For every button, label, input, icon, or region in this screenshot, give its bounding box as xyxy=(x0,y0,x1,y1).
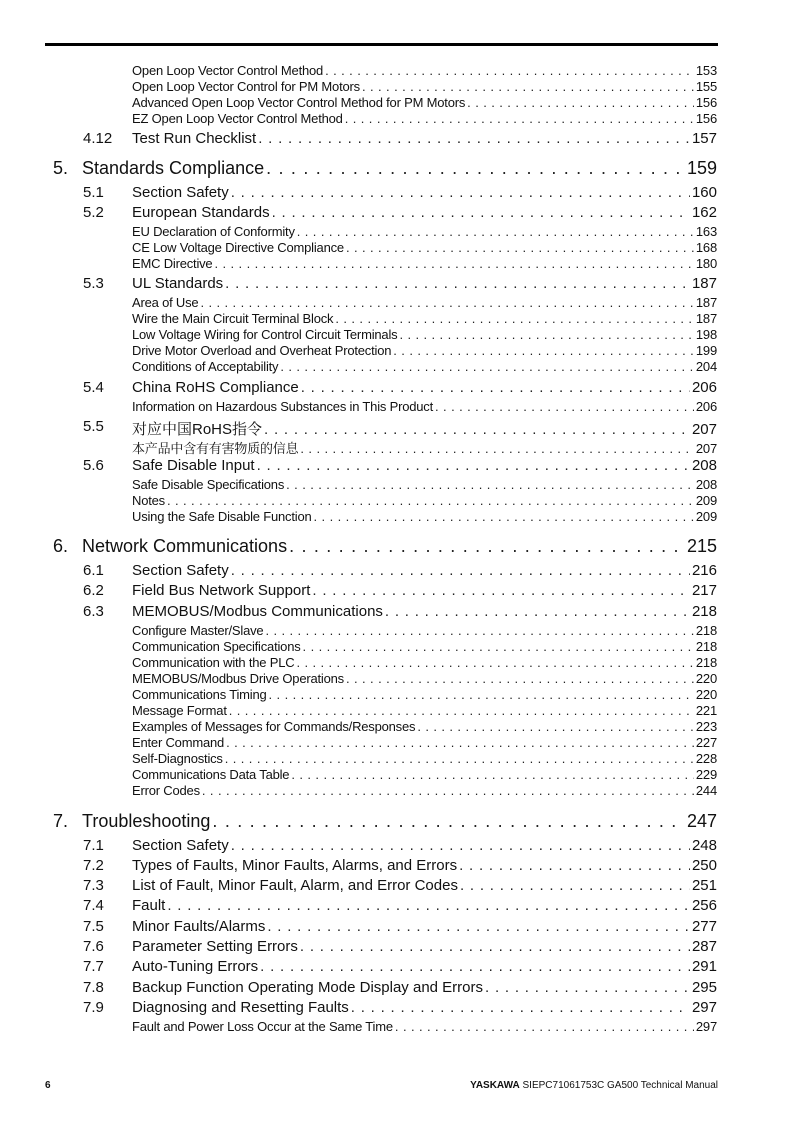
toc-dot-leader xyxy=(314,509,694,524)
toc-entry-page: 228 xyxy=(695,751,717,766)
toc-entry-title: Message Format xyxy=(132,703,227,718)
toc-entry-page: 256 xyxy=(691,897,717,914)
toc-entry-number: 7.7 xyxy=(83,958,104,975)
toc-entry-page: 187 xyxy=(691,275,717,292)
toc-entry-link[interactable] xyxy=(132,687,717,702)
toc-entry-page: 155 xyxy=(695,79,717,94)
toc-entry-title: European Standards xyxy=(132,204,270,221)
toc-dot-leader xyxy=(280,359,694,374)
toc-entry-link[interactable] xyxy=(132,639,717,654)
toc-entry-title: Types of Faults, Minor Faults, Alarms, and Errors xyxy=(132,857,458,874)
toc-entry-title: Using the Safe Disable Function xyxy=(132,509,312,524)
footer-page-number: 6 xyxy=(45,1080,51,1091)
toc-entry-title: Open Loop Vector Control Method xyxy=(132,63,324,78)
toc-entry-link[interactable] xyxy=(132,877,717,894)
toc-entry-number: 5.2 xyxy=(83,204,104,221)
toc-entry-number: 7. xyxy=(53,811,69,831)
toc-entry-title: Open Loop Vector Control for PM Motors xyxy=(132,79,360,94)
toc-dot-leader xyxy=(286,477,694,492)
toc-dot-leader xyxy=(167,493,694,508)
toc-entry-link[interactable] xyxy=(132,295,717,310)
toc-entry-page: 297 xyxy=(695,1019,717,1034)
toc-entry-link[interactable] xyxy=(132,111,717,126)
toc-entry-link[interactable] xyxy=(132,224,717,239)
toc-entry-page: 207 xyxy=(691,421,717,438)
toc-entry-link[interactable] xyxy=(132,311,717,326)
toc-entry-page: 207 xyxy=(695,441,717,456)
toc-entry-link[interactable] xyxy=(132,79,717,94)
toc-entry-page: 297 xyxy=(691,999,717,1016)
toc-entry-title: 本产品中含有有害物质的信息 xyxy=(132,441,299,456)
toc-entry-link[interactable] xyxy=(132,457,717,474)
toc-entry-title: Self-Diagnostics xyxy=(132,751,223,766)
toc-entry-page: 180 xyxy=(695,256,717,271)
toc-entry-page: 218 xyxy=(695,655,717,670)
toc-dot-leader xyxy=(202,783,694,798)
toc-entry-link[interactable] xyxy=(132,582,717,599)
toc-entry-link[interactable] xyxy=(132,63,717,78)
toc-dot-leader xyxy=(289,536,685,557)
toc-dot-leader xyxy=(385,603,690,620)
toc-entry-page: 163 xyxy=(695,224,717,239)
toc-dot-leader xyxy=(291,767,694,782)
toc-entry-link[interactable] xyxy=(132,95,717,110)
toc-entry-link[interactable] xyxy=(132,703,717,718)
toc-entry-title: Communication Specifications xyxy=(132,639,301,654)
toc-entry-link[interactable] xyxy=(132,418,717,439)
toc-entry-link[interactable] xyxy=(132,204,717,221)
toc-entry-page: 277 xyxy=(691,918,717,935)
toc-entry-title: Advanced Open Loop Vector Control Method for PM Motors xyxy=(132,95,466,110)
toc-entry-number: 4.12 xyxy=(83,130,113,147)
toc-entry-title: EU Declaration of Conformity xyxy=(132,224,295,239)
toc-entry-number: 7.9 xyxy=(83,999,104,1016)
toc-dot-leader xyxy=(393,343,694,358)
toc-entry-page: 223 xyxy=(695,719,717,734)
toc-entry-page: 251 xyxy=(691,877,717,894)
toc-dot-leader xyxy=(231,184,690,201)
toc-entry-number: 5.5 xyxy=(83,418,104,435)
toc-dot-leader xyxy=(351,999,690,1016)
toc-dot-leader xyxy=(346,671,694,686)
toc-entry-page: 156 xyxy=(695,111,717,126)
toc-entry-title: Field Bus Network Support xyxy=(132,582,311,599)
toc-entry-number: 5.3 xyxy=(83,275,104,292)
toc-dot-leader xyxy=(229,703,694,718)
toc-entry-link[interactable] xyxy=(132,379,717,396)
toc-entry-link[interactable] xyxy=(82,158,717,179)
toc-entry-link[interactable] xyxy=(132,918,717,935)
toc-entry-page: 208 xyxy=(691,457,717,474)
toc-entry-page: 187 xyxy=(695,295,717,310)
toc-entry-page: 244 xyxy=(695,783,717,798)
toc-entry-page: 153 xyxy=(695,63,717,78)
toc-dot-leader xyxy=(225,751,694,766)
toc-entry-page: 162 xyxy=(691,204,717,221)
toc-entry-number: 6.2 xyxy=(83,582,104,599)
toc-dot-leader xyxy=(297,224,694,239)
toc-entry-page: 160 xyxy=(691,184,717,201)
toc-entry-page: 247 xyxy=(686,811,717,831)
toc-dot-leader xyxy=(300,938,690,955)
toc-entry-title: Safe Disable Specifications xyxy=(132,477,285,492)
page-footer xyxy=(45,1080,718,1096)
toc-entry-page: 187 xyxy=(695,311,717,326)
toc-dot-leader xyxy=(395,1019,694,1034)
toc-dot-leader xyxy=(272,204,690,221)
toc-dot-leader xyxy=(362,79,694,94)
toc-entry-number: 5. xyxy=(53,158,69,178)
toc-entry-title: Standards Compliance xyxy=(82,158,265,178)
toc-entry-title: EZ Open Loop Vector Control Method xyxy=(132,111,343,126)
toc-entry-page: 157 xyxy=(691,130,717,147)
toc-dot-leader xyxy=(345,111,694,126)
toc-entry-page: 206 xyxy=(695,399,717,414)
toc-dot-leader xyxy=(167,897,690,914)
toc-dot-leader xyxy=(265,623,693,638)
toc-dot-leader xyxy=(267,918,690,935)
toc-entry-title: Auto-Tuning Errors xyxy=(132,958,259,975)
toc-dot-leader xyxy=(325,63,694,78)
toc-entry-title: Drive Motor Overload and Overheat Protection xyxy=(132,343,392,358)
toc-dot-leader xyxy=(399,327,693,342)
toc-entry-title: Conditions of Acceptability xyxy=(132,359,279,374)
toc-entry-page: 229 xyxy=(695,767,717,782)
toc-entry-title: Section Safety xyxy=(132,562,229,579)
toc-entry-number: 7.6 xyxy=(83,938,104,955)
toc-entry-title: Safe Disable Input xyxy=(132,457,255,474)
toc-entry-title: UL Standards xyxy=(132,275,224,292)
toc-entry-link[interactable] xyxy=(132,1019,717,1034)
toc-entry-number: 7.8 xyxy=(83,979,104,996)
toc-entry-link[interactable] xyxy=(132,359,717,374)
toc-entry-title: Minor Faults/Alarms xyxy=(132,918,266,935)
toc-entry-page: 295 xyxy=(691,979,717,996)
toc-entry-title: Fault xyxy=(132,897,166,914)
toc-entry-page: 248 xyxy=(691,837,717,854)
toc-entry-link[interactable] xyxy=(132,783,717,798)
toc-entry-number: 7.5 xyxy=(83,918,104,935)
toc-entry-link[interactable] xyxy=(132,438,717,457)
toc-dot-leader xyxy=(231,837,690,854)
toc-dot-leader xyxy=(225,275,690,292)
toc-entry-link[interactable] xyxy=(132,958,717,975)
toc-entry-link[interactable] xyxy=(132,999,717,1016)
toc-entry-title: Troubleshooting xyxy=(82,811,211,831)
toc-entry-page: 204 xyxy=(695,359,717,374)
toc-entry-title: Parameter Setting Errors xyxy=(132,938,298,955)
toc-entry-number: 5.6 xyxy=(83,457,104,474)
toc-dot-leader xyxy=(301,379,690,396)
toc-dot-leader xyxy=(269,687,694,702)
toc-entry-link[interactable] xyxy=(132,671,717,686)
toc-dot-leader xyxy=(485,979,690,996)
toc-dot-leader xyxy=(231,562,690,579)
toc-dot-leader xyxy=(266,158,685,179)
toc-entry-number: 5.4 xyxy=(83,379,104,396)
toc-dot-leader xyxy=(417,719,694,734)
toc-entry-page: 209 xyxy=(695,509,717,524)
toc-entry-link[interactable] xyxy=(132,130,717,147)
toc-entry-title: Fault and Power Loss Occur at the Same Time xyxy=(132,1019,393,1034)
toc-entry-page: 227 xyxy=(695,735,717,750)
toc-entry-page: 287 xyxy=(691,938,717,955)
toc-entry-title: MEMOBUS/Modbus Drive Operations xyxy=(132,671,344,686)
toc-entry-title: Communications Timing xyxy=(132,687,267,702)
toc-dot-leader xyxy=(264,421,690,438)
toc-entry-title: 对应中国RoHS指令 xyxy=(132,421,263,438)
toc-entry-link[interactable] xyxy=(132,327,717,342)
toc-entry-link[interactable] xyxy=(132,603,717,620)
toc-entry-link[interactable] xyxy=(132,767,717,782)
toc-entry-page: 206 xyxy=(691,379,717,396)
toc-entry-page: 217 xyxy=(691,582,717,599)
toc-entry-title: Test Run Checklist xyxy=(132,130,257,147)
toc-entry-title: Wire the Main Circuit Terminal Block xyxy=(132,311,334,326)
toc-entry-number: 6.1 xyxy=(83,562,104,579)
toc-entry-number: 7.4 xyxy=(83,897,104,914)
toc-entry-link[interactable] xyxy=(132,897,717,914)
toc-entry-link[interactable] xyxy=(132,837,717,854)
toc-entry-link[interactable] xyxy=(132,735,717,750)
toc-entry-title: Information on Hazardous Substances in This Product xyxy=(132,399,434,414)
toc-entry-title: Communications Data Table xyxy=(132,767,290,782)
toc-entry-page: 199 xyxy=(695,343,717,358)
toc-dot-leader xyxy=(257,457,690,474)
toc-entry-page: 218 xyxy=(691,603,717,620)
toc-entry-link[interactable] xyxy=(132,719,717,734)
toc-dot-leader xyxy=(300,441,694,456)
toc-entry-page: 215 xyxy=(686,536,717,556)
footer-manual-title xyxy=(470,1080,718,1091)
toc-dot-leader xyxy=(226,735,694,750)
toc-entry-title: Section Safety xyxy=(132,184,229,201)
toc-entry-link[interactable] xyxy=(82,536,717,557)
toc-entry-page: 220 xyxy=(695,671,717,686)
toc-entry-title: Notes xyxy=(132,493,165,508)
toc-dot-leader xyxy=(335,311,694,326)
toc-entry-title: Configure Master/Slave xyxy=(132,623,264,638)
toc-entry-number: 7.2 xyxy=(83,857,104,874)
toc-entry-page: 291 xyxy=(691,958,717,975)
footer-manual-name: SIEPC71061753C GA500 Technical Manual xyxy=(522,1080,718,1091)
toc-entry-link[interactable] xyxy=(132,399,717,414)
toc-entry-number: 7.3 xyxy=(83,877,104,894)
toc-entry-page: 221 xyxy=(695,703,717,718)
toc-entry-title: China RoHS Compliance xyxy=(132,379,299,396)
toc-entry-link[interactable] xyxy=(132,655,717,670)
toc-entry-link[interactable] xyxy=(82,811,717,832)
toc-dot-leader xyxy=(346,240,694,255)
toc-entry-title: Low Voltage Wiring for Control Circuit Terminals xyxy=(132,327,398,342)
toc-dot-leader xyxy=(460,877,690,894)
toc-entry-title: CE Low Voltage Directive Compliance xyxy=(132,240,344,255)
toc-dot-leader xyxy=(258,130,690,147)
toc-entry-page: 159 xyxy=(686,158,717,178)
toc-entry-link[interactable] xyxy=(132,938,717,955)
toc-entry-title: Section Safety xyxy=(132,837,229,854)
toc-dot-leader xyxy=(312,582,690,599)
toc-dot-leader xyxy=(296,655,693,670)
toc-entry-title: EMC Directive xyxy=(132,256,213,271)
toc-entry-title: Diagnosing and Resetting Faults xyxy=(132,999,349,1016)
toc-entry-number: 6. xyxy=(53,536,69,556)
toc-dot-leader xyxy=(260,958,690,975)
toc-entry-link[interactable] xyxy=(132,509,717,524)
toc-entry-title: Network Communications xyxy=(82,536,288,556)
toc-entry-page: 168 xyxy=(695,240,717,255)
toc-entry-title: Communication with the PLC xyxy=(132,655,295,670)
toc-entry-page: 209 xyxy=(695,493,717,508)
toc-entry-page: 220 xyxy=(695,687,717,702)
toc-entry-link[interactable] xyxy=(132,275,717,292)
toc-entry-title: Backup Function Operating Mode Display and Errors xyxy=(132,979,484,996)
toc-entry-title: Examples of Messages for Commands/Responses xyxy=(132,719,416,734)
toc-entry-title: Area of Use xyxy=(132,295,199,310)
toc-entry-page: 208 xyxy=(695,477,717,492)
toc-entry-link[interactable] xyxy=(132,256,717,271)
toc-dot-leader xyxy=(459,857,690,874)
toc-entry-page: 218 xyxy=(695,639,717,654)
toc-dot-leader xyxy=(212,811,685,832)
toc-entry-link[interactable] xyxy=(132,493,717,508)
toc-entry-link[interactable] xyxy=(132,562,717,579)
toc-entry-page: 216 xyxy=(691,562,717,579)
toc-dot-leader xyxy=(200,295,693,310)
toc-dot-leader xyxy=(303,639,694,654)
footer-brand: YASKAWA xyxy=(470,1080,520,1091)
toc-entry-title: List of Fault, Minor Fault, Alarm, and Error Codes xyxy=(132,877,458,894)
toc-entry-link[interactable] xyxy=(132,240,717,255)
toc-entry-link[interactable] xyxy=(132,623,717,638)
toc-dot-leader xyxy=(214,256,693,271)
toc-entry-title: Error Codes xyxy=(132,783,200,798)
toc-entry-page: 218 xyxy=(695,623,717,638)
toc-entry-page: 156 xyxy=(695,95,717,110)
toc-entry-link[interactable] xyxy=(132,979,717,996)
toc-entry-number: 5.1 xyxy=(83,184,104,201)
toc-entry-number: 6.3 xyxy=(83,603,104,620)
toc-entry-link[interactable] xyxy=(132,857,717,874)
toc-entry-title: MEMOBUS/Modbus Communications xyxy=(132,603,383,620)
toc-entry-link[interactable] xyxy=(132,477,717,492)
toc-entry-link[interactable] xyxy=(132,343,717,358)
toc-entry-link[interactable] xyxy=(132,184,717,201)
toc-entry-title: Enter Command xyxy=(132,735,225,750)
toc-entry-page: 250 xyxy=(691,857,717,874)
toc-dot-leader xyxy=(435,399,694,414)
toc-entry-page: 198 xyxy=(695,327,717,342)
toc-dot-leader xyxy=(467,95,694,110)
toc-entry-number: 7.1 xyxy=(83,837,104,854)
toc-entry-link[interactable] xyxy=(132,751,717,766)
